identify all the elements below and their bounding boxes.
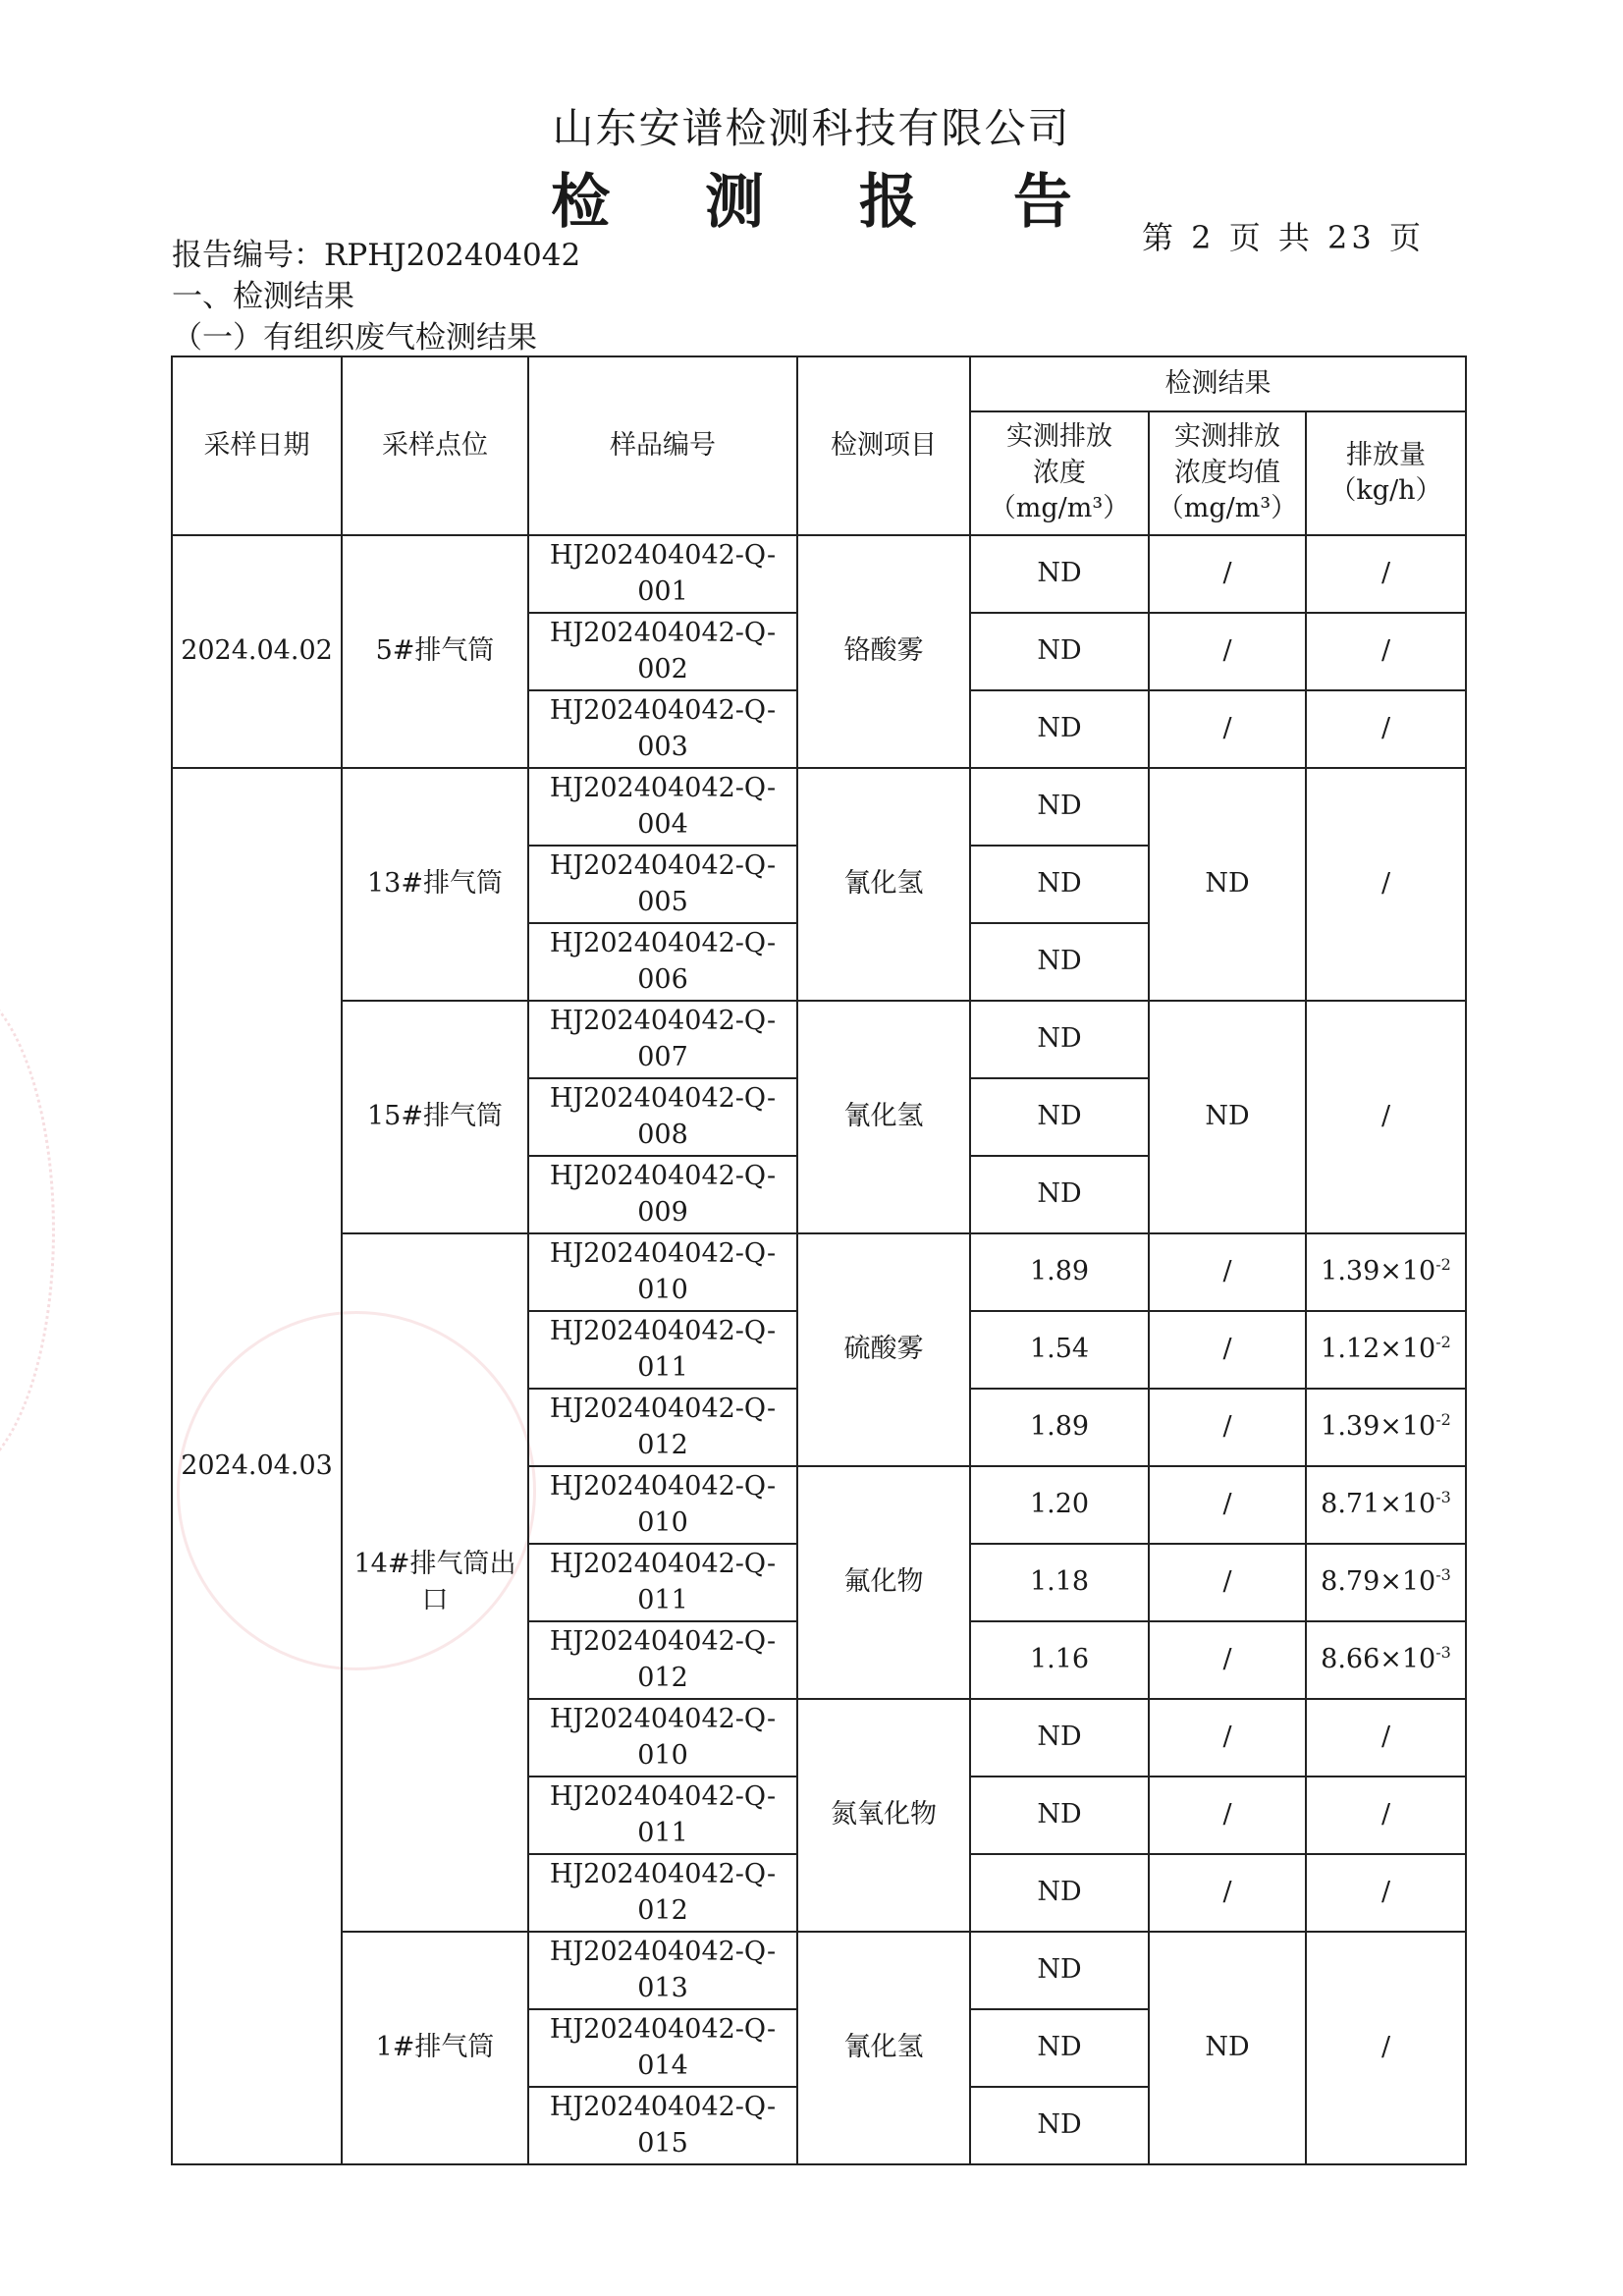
emission-rate: /: [1306, 1777, 1466, 1854]
header-rate-line1: 排放量: [1346, 439, 1426, 470]
average-value: /: [1149, 1389, 1306, 1466]
sample-number: HJ202404042-Q-004: [528, 768, 797, 846]
sampling-point: 14#排气筒出口: [342, 1233, 528, 1932]
measured-value: ND: [970, 1854, 1149, 1932]
header-measured-line2: 浓度: [1033, 457, 1086, 488]
header-item: 检测项目: [797, 356, 970, 535]
average-value: /: [1149, 535, 1306, 613]
emission-rate: /: [1306, 613, 1466, 690]
average-value: /: [1149, 690, 1306, 768]
test-item: 氰化氢: [797, 768, 970, 1001]
average-value: ND: [1149, 1932, 1306, 2164]
average-value: /: [1149, 613, 1306, 690]
sample-number: HJ202404042-Q-005: [528, 846, 797, 923]
table-row: [172, 1932, 1466, 2009]
measured-value: ND: [970, 1156, 1149, 1233]
emission-rate-base: 8.66×10: [1321, 1644, 1436, 1675]
test-item: 硫酸雾: [797, 1233, 970, 1466]
header-measured: [970, 411, 1149, 535]
sampling-point: 5#排气筒: [342, 535, 528, 768]
header-avg-line2: 浓度均值: [1174, 457, 1280, 488]
test-item: 氟化物: [797, 1466, 970, 1699]
sample-number: HJ202404042-Q-012: [528, 1621, 797, 1699]
measured-value: 1.20: [970, 1466, 1149, 1544]
table-row: [172, 535, 1466, 613]
emission-rate-base: 8.71×10: [1321, 1489, 1436, 1520]
test-item: 氰化氢: [797, 1001, 970, 1233]
emission-rate: /: [1306, 768, 1466, 1001]
header-results-group: 检测结果: [970, 356, 1466, 411]
header-measured-line1: 实测排放: [1006, 421, 1112, 453]
sample-number: HJ202404042-Q-012: [528, 1389, 797, 1466]
sample-number: HJ202404042-Q-010: [528, 1699, 797, 1777]
average-value: /: [1149, 1621, 1306, 1699]
measured-value: ND: [970, 846, 1149, 923]
test-item: 氮氧化物: [797, 1699, 970, 1932]
page-number: 第 2 页 共 23 页: [1142, 219, 1425, 256]
emission-rate-exponent: -3: [1435, 1643, 1451, 1663]
measured-value: ND: [970, 768, 1149, 846]
emission-rate-exponent: -2: [1435, 1410, 1451, 1430]
table-row: [172, 1233, 1466, 1311]
sample-number: HJ202404042-Q-007: [528, 1001, 797, 1078]
sample-number: HJ202404042-Q-002: [528, 613, 797, 690]
sample-number: HJ202404042-Q-012: [528, 1854, 797, 1932]
test-item: 铬酸雾: [797, 535, 970, 768]
emission-rate-base: 8.79×10: [1321, 1566, 1436, 1598]
emission-rate: [1306, 1389, 1466, 1466]
average-value: /: [1149, 1311, 1306, 1389]
emission-rate: [1306, 1544, 1466, 1621]
measured-value: ND: [970, 613, 1149, 690]
section-heading: 一、检测结果: [172, 279, 354, 314]
header-average: [1149, 411, 1306, 535]
emission-rate: [1306, 1466, 1466, 1544]
average-value: ND: [1149, 768, 1306, 1001]
emission-rate-base: 1.39×10: [1321, 1256, 1436, 1287]
sample-number: HJ202404042-Q-008: [528, 1078, 797, 1156]
sample-number: HJ202404042-Q-003: [528, 690, 797, 768]
sampling-point: 13#排气筒: [342, 768, 528, 1001]
emission-rate: /: [1306, 690, 1466, 768]
header-rate: [1306, 411, 1466, 535]
measured-value: ND: [970, 2087, 1149, 2164]
sample-number: HJ202404042-Q-015: [528, 2087, 797, 2164]
measured-value: ND: [970, 923, 1149, 1001]
header-point: 采样点位: [342, 356, 528, 535]
average-value: /: [1149, 1544, 1306, 1621]
measured-value: 1.89: [970, 1233, 1149, 1311]
emission-rate: /: [1306, 1699, 1466, 1777]
average-value: ND: [1149, 1001, 1306, 1233]
measured-value: 1.89: [970, 1389, 1149, 1466]
average-value: /: [1149, 1699, 1306, 1777]
measured-value: ND: [970, 1932, 1149, 2009]
emission-rate: [1306, 1311, 1466, 1389]
sample-number: HJ202404042-Q-009: [528, 1156, 797, 1233]
report-number: 报告编号：RPHJ202404042: [172, 238, 581, 273]
header-rate-unit: （kg/h）: [1329, 475, 1442, 506]
emission-rate-exponent: -3: [1435, 1565, 1451, 1585]
emission-rate-exponent: -2: [1435, 1333, 1451, 1352]
average-value: /: [1149, 1233, 1306, 1311]
sample-number: HJ202404042-Q-010: [528, 1233, 797, 1311]
average-value: /: [1149, 1854, 1306, 1932]
table-row: [172, 768, 1466, 846]
header-avg-line1: 实测排放: [1174, 421, 1280, 453]
measured-value: 1.54: [970, 1311, 1149, 1389]
report-title: 检 测 报 告: [551, 168, 1109, 237]
measured-value: ND: [970, 690, 1149, 768]
sampling-date: 2024.04.02: [172, 535, 342, 768]
sampling-point: 1#排气筒: [342, 1932, 528, 2164]
emission-rate: [1306, 1621, 1466, 1699]
emission-rate-exponent: -2: [1435, 1255, 1451, 1275]
sample-number: HJ202404042-Q-011: [528, 1311, 797, 1389]
results-table: [171, 355, 1467, 2165]
sampling-date: 2024.04.03: [172, 768, 342, 2164]
emission-rate: /: [1306, 1854, 1466, 1932]
sample-number: HJ202404042-Q-013: [528, 1932, 797, 2009]
average-value: /: [1149, 1466, 1306, 1544]
header-sample-no: 样品编号: [528, 356, 797, 535]
emission-rate-exponent: -3: [1435, 1488, 1451, 1507]
emission-rate: /: [1306, 535, 1466, 613]
average-value: /: [1149, 1777, 1306, 1854]
header-date: 采样日期: [172, 356, 342, 535]
sample-number: HJ202404042-Q-006: [528, 923, 797, 1001]
emission-rate-base: 1.39×10: [1321, 1411, 1436, 1443]
emission-rate: [1306, 1233, 1466, 1311]
sample-number: HJ202404042-Q-001: [528, 535, 797, 613]
seam-seal-stamp: [0, 982, 55, 1479]
measured-value: ND: [970, 1001, 1149, 1078]
sample-number: HJ202404042-Q-011: [528, 1544, 797, 1621]
sample-number: HJ202404042-Q-011: [528, 1777, 797, 1854]
measured-value: ND: [970, 1777, 1149, 1854]
measured-value: ND: [970, 2009, 1149, 2087]
emission-rate: /: [1306, 1001, 1466, 1233]
measured-value: 1.18: [970, 1544, 1149, 1621]
emission-rate: /: [1306, 1932, 1466, 2164]
sample-number: HJ202404042-Q-014: [528, 2009, 797, 2087]
measured-value: ND: [970, 535, 1149, 613]
sampling-point: 15#排气筒: [342, 1001, 528, 1233]
header-measured-unit: （mg/m³）: [989, 493, 1130, 524]
header-row: [172, 356, 1466, 411]
measured-value: ND: [970, 1699, 1149, 1777]
subsection-heading: （一）有组织废气检测结果: [172, 320, 537, 355]
sample-number: HJ202404042-Q-010: [528, 1466, 797, 1544]
test-item: 氰化氢: [797, 1932, 970, 2164]
header-avg-unit: （mg/m³）: [1157, 493, 1298, 524]
measured-value: ND: [970, 1078, 1149, 1156]
table-row: [172, 1001, 1466, 1078]
company-name: 山东安谱检测科技有限公司: [552, 104, 1071, 152]
emission-rate-base: 1.12×10: [1321, 1334, 1436, 1365]
measured-value: 1.16: [970, 1621, 1149, 1699]
